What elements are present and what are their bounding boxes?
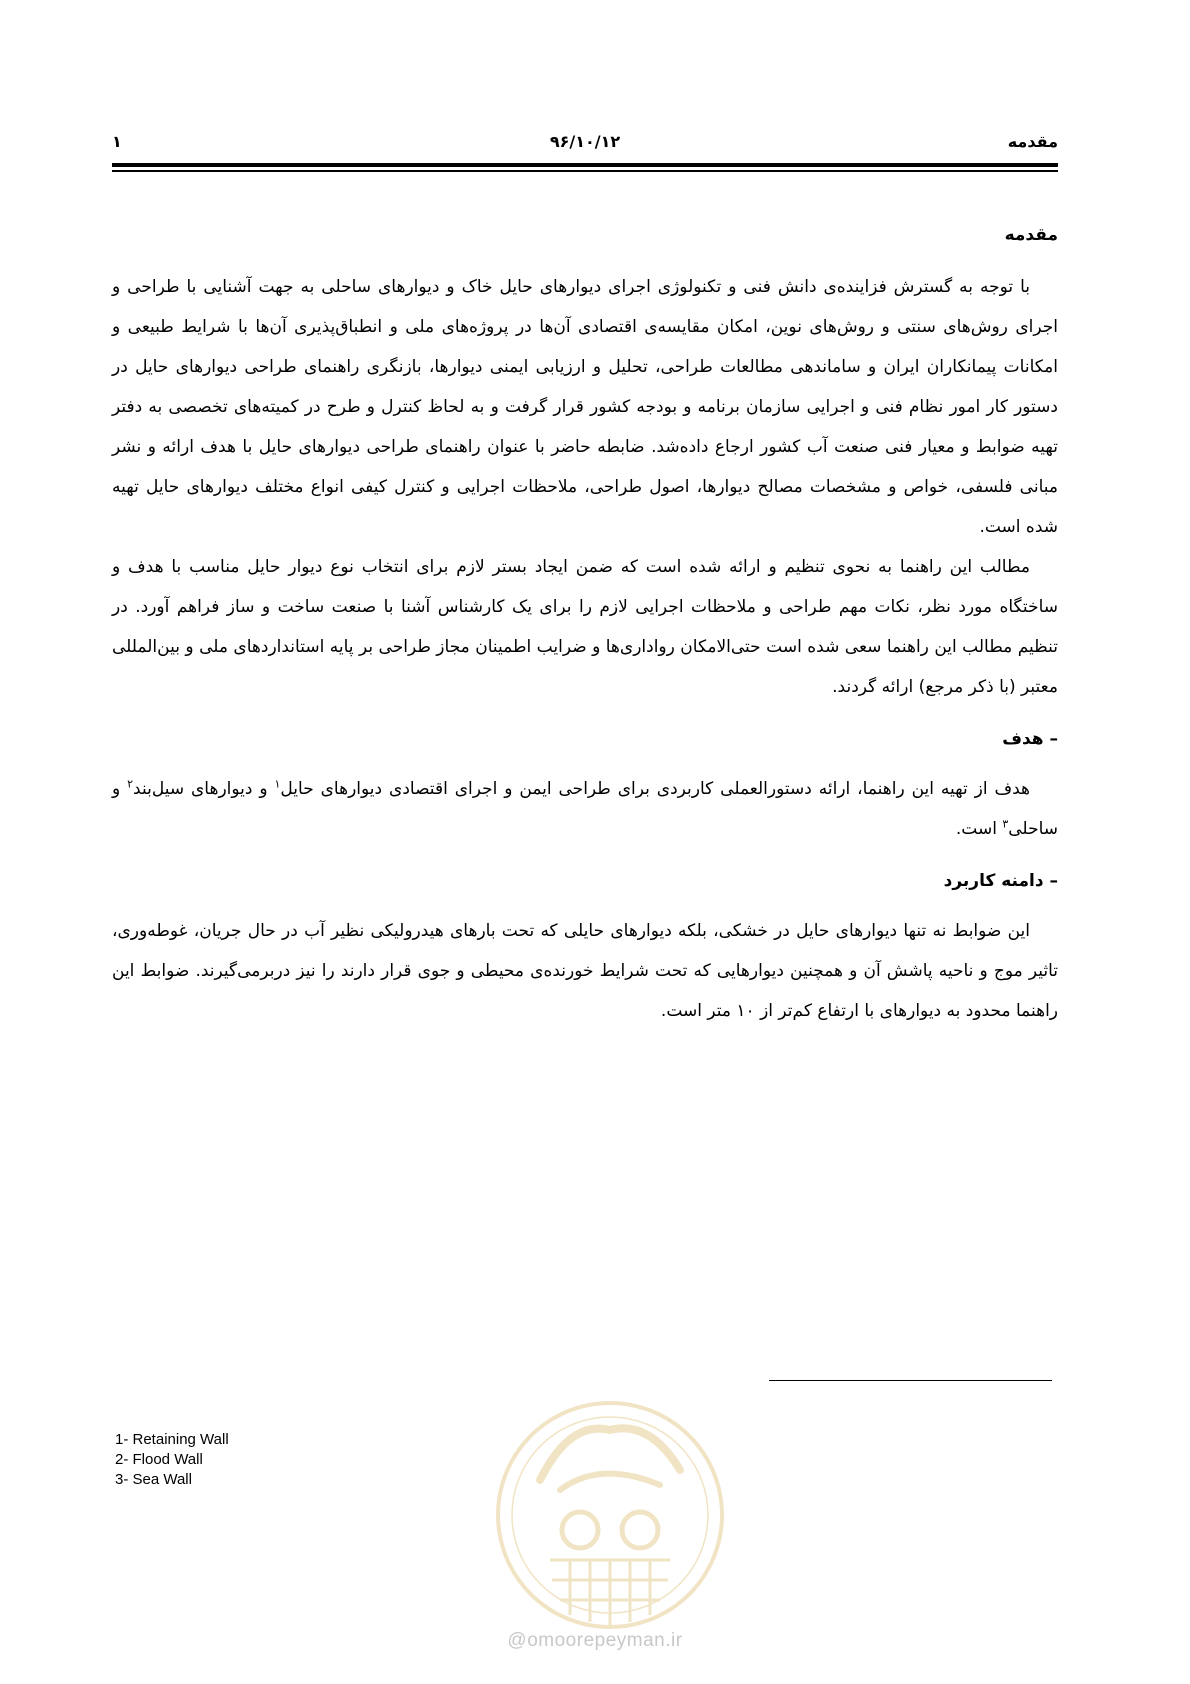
header-rule-thick [112,163,1058,167]
goal-text-d: است. [955,819,1003,839]
goal-text-c: و ساحلی [112,779,1058,839]
header-section-title: مقدمه [1007,132,1058,151]
footnote-1: 1- Retaining Wall [115,1431,229,1448]
footnote-separator [769,1380,1052,1381]
header-page-number: ۱ [112,132,122,151]
footnote-3: 3- Sea Wall [115,1471,192,1488]
main-content [112,215,1058,1031]
intro-paragraph-2: مطالب این راهنما به نحوی تنظیم و ارائه شده است که ضمن ایجاد بستر لازم برای انتخاب نوع دیوار حایل مناسب با هدف و ساختگاه مورد نظر، نکات مهم طراحی و ملاحظات اجرایی لازم را برای یک کارشناس آشنا با صنعت ساخت و ساز فراهم آورد. در تنظیم مطالب این راهنما سعی شده است حتی‌الامکان رواداری‌ها و ضرایب اطمینان مجاز طراحی بر پایه استانداردهای ملی و بین‌المللی معتبر (با ذکر مرجع) ارائه گردند. [112,557,1058,697]
page-header [112,128,1058,158]
scope-paragraph: این ضوابط نه تنها دیوارهای حایل در خشکی، بلکه دیوارهای حایلی که تحت بارهای هیدرولیکی نظیر آب در حال جریان، غوطه‌وری، تاثیر موج و ناحیه پاشش آن و همچنین دیوارهایی که تحت شرایط خورنده‌ی محیطی و جوی قرار دارند را نیز دربرمی‌گیرند. ضوابط این راهنما محدود به دیوارهای با ارتفاع کم‌تر از ۱۰ متر است. [112,921,1058,1021]
goal-text-b: و دیوارهای سیل‌بند [133,779,275,799]
watermark-logo-icon [490,1390,730,1660]
footnote-ref-2: ۲ [127,777,134,791]
goal-text-a: هدف از تهیه این راهنما، ارائه دستورالعملی کاربردی برای طراحی ایمن و اجرای اقتصادی دیوارهای حایل [280,779,1030,799]
watermark-site: @omoorepeyman.ir [507,1630,683,1651]
footnote-2: 2- Flood Wall [115,1451,203,1468]
header-rule-thin [112,170,1058,172]
header-date: ۹۶/۱۰/۱۲ [549,132,621,151]
footnote-ref-1: ۱ [274,777,281,791]
goal-heading: – هدف [1002,729,1058,749]
intro-paragraph-1: با توجه به گسترش فزاینده‌ی دانش فنی و تکنولوژی اجرای دیوارهای حایل خاک و دیوارهای ساحلی به جهت آشنایی با طراحی و اجرای روش‌های سنتی و روش‌های نوین، امکان مقایسه‌ی اقتصادی آن‌ها در پروژه‌های ملی و انطباق‌پذیری آن‌ها با شرایط طبیعی و امکانات پیمانکاران ایران و ساماندهی مطالعات طراحی، تحلیل و ارزیابی ایمنی دیوارها، بازنگری راهنمای طراحی دیوارهای حایل در دستور کار امور نظام فنی و اجرایی سازمان برنامه و بودجه کشور قرار گرفت و به لحاظ کنترل و طرح در کمیته‌های تخصصی به دفتر تهیه ضوابط و معیار فنی صنعت آب کشور ارجاع داده‌شد. ضابطه حاضر با عنوان راهنمای طراحی دیوارهای حایل با هدف ارائه و نشر مبانی فلسفی، خواص و مشخصات مصالح دیوارها، اصول طراحی، ملاحظات اجرایی و کنترل کیفی انواع مختلف دیوارهای حایل تهیه شده است. [112,277,1058,537]
footnotes [115,1430,229,1490]
scope-heading: – دامنه کاربرد [943,871,1058,891]
intro-heading: مقدمه [1004,225,1058,245]
goal-paragraph [112,769,1058,849]
footnote-ref-3: ۳ [1002,817,1009,831]
